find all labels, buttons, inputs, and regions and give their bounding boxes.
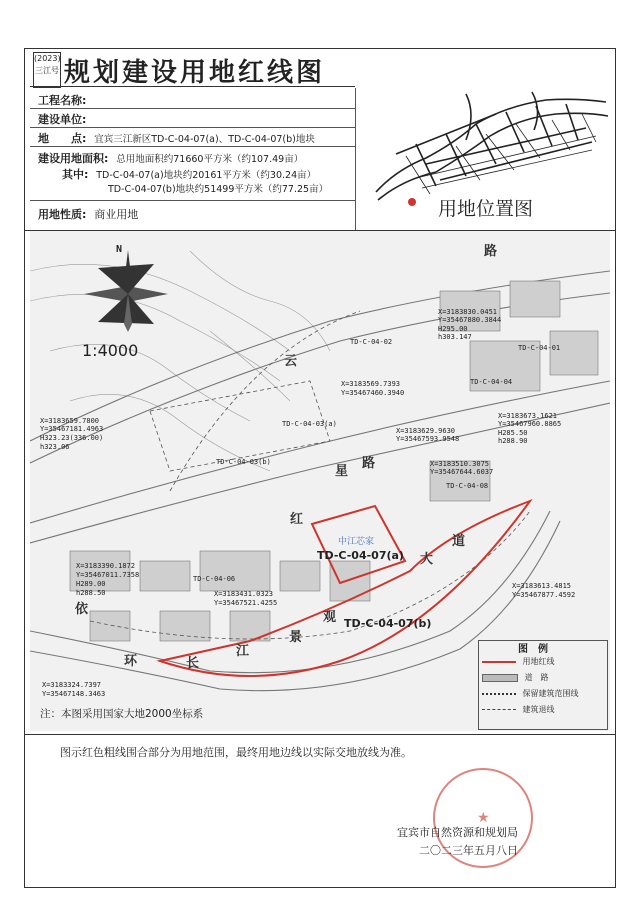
area-a: TD-C-04-07(a)地块约20161平方米（约30.24亩） [96,170,317,181]
coord-label: X=3183431.0323 [214,590,274,598]
road-char: 云 [284,354,298,369]
road-char: 路 [362,456,376,471]
coord-label: X=3183659.7800 [40,417,100,425]
coord-label: Y=35467011.7358 [76,571,140,579]
block-label: TD-C-04-03(b) [216,458,271,466]
coord-label: h303.147 [438,333,472,341]
coord-label: H285.50 [498,429,528,437]
coord-label: H289.00 [76,580,106,588]
doc-number: 三江号 [35,66,59,75]
site-marker [408,198,416,206]
parcel-b-label: TD-C-04-07(b) [344,617,432,630]
project-name-field [38,92,86,108]
coord-label: Y=35467960.8865 [498,420,562,428]
road-char: 依 [75,602,89,617]
legend-border [478,640,608,730]
block-label: TD-C-04-08 [446,482,489,490]
coord-label: h288.50 [76,589,106,597]
seal-star-icon: ★ [477,810,490,826]
location-field [38,130,315,146]
block-label: TD-C-04-04 [470,378,513,386]
area-sub-label: 其中: [62,168,89,181]
coord-label: X=3183629.9630 [396,427,456,435]
issuing-authority: 宜宾市自然资源和规划局 [397,826,518,839]
location-map-label: 用地位置图 [438,198,534,220]
location-value: 宜宾三江新区TD-C-04-07(a)、TD-C-04-07(b)地块 [94,134,315,145]
doc-title: 规划建设用地红线图 [64,58,326,88]
legend-title: 图 例 [518,644,548,655]
coord-label: X=3183510.3075 [430,460,490,468]
area-b: TD-C-04-07(b)地块约51499平方米（约77.25亩） [108,184,329,195]
road-char: 长 [186,656,200,671]
divider [30,200,355,201]
divider [30,146,355,147]
doc-number-box [33,52,61,88]
area-total: 总用地面积约71660平方米（约107.49亩） [116,154,304,165]
road-char: 观 [323,610,337,625]
boundary-statement: 图示红色粗线围合部分为用地范围，最终用地边线以实际交地放线为准。 [60,746,412,759]
coord-label: Y=35467181.4963 [40,425,104,433]
coord-label: Y=35467521.4255 [214,599,278,607]
issue-date: 二〇二三年五月八日 [419,844,518,857]
block-label: TD-C-04-06 [193,575,236,583]
area-b-field [108,181,328,195]
divider [30,108,355,109]
coord-label: X=3183830.0451 [438,308,498,316]
coord-label: Y=35467644.6037 [430,468,494,476]
divider [30,127,355,128]
coord-label: X=3183569.7393 [341,380,401,388]
legend-label: 用地红线 [522,657,555,666]
legend-label: 建筑退线 [522,705,555,714]
legend-label: 保留建筑范围线 [522,689,579,698]
road-char: 星 [335,464,349,479]
block-label: TD-C-04-02 [350,338,393,346]
coord-label: h288.90 [498,437,528,445]
divider [24,734,616,735]
north-label: N [116,244,123,255]
coord-label: X=3183613.4815 [512,582,572,590]
block-label: 中江芯家 [338,537,375,547]
legend-label: 道 路 [524,673,549,682]
project-name-label: 工程名称: [38,94,87,107]
coord-label: X=3183324.7397 [42,681,102,689]
doc-number-year: (2023) [34,54,61,63]
road-char: 环 [124,654,138,669]
coord-label: Y=35467460.3940 [341,389,405,397]
land-use-label: 用地性质: [38,208,87,221]
road-char: 红 [290,512,304,527]
block-label: TD-C-04-01 [518,344,561,352]
land-use-value: 商业用地 [94,208,139,221]
coord-label: H323.23(336.00) [40,434,104,442]
road-char: 道 [452,534,466,549]
coord-label: X=3183390.1872 [76,562,136,570]
area-field [38,150,303,166]
coord-label: H295.00 [438,325,468,333]
road-char: 大 [420,552,434,567]
location-label: 地 点: [38,132,87,145]
divider [30,86,355,87]
area-label: 建设用地面积: [38,152,109,165]
coord-label: X=3183673.1621 [498,412,558,420]
coord-label: Y=35467877.4592 [512,591,576,599]
land-use-field [38,206,138,222]
road-char: 景 [289,630,303,645]
builder-field [38,111,86,127]
block-label: TD-C-04-03(a) [282,420,337,428]
map-note: 注：本图采用国家大地2000坐标系 [40,708,204,720]
scale-label: 1:4000 [82,341,139,360]
coord-label: Y=35467593.9548 [396,435,460,443]
road-char: 江 [236,644,250,659]
builder-label: 建设单位: [38,113,87,126]
coord-label: Y=35467880.3844 [438,316,502,324]
coord-label: Y=35467148.3463 [42,690,106,698]
road-char: 路 [484,244,498,259]
area-sub-field [62,166,316,182]
parcel-a-label: TD-C-04-07(a) [317,549,404,562]
coord-label: h323.06 [40,443,70,451]
